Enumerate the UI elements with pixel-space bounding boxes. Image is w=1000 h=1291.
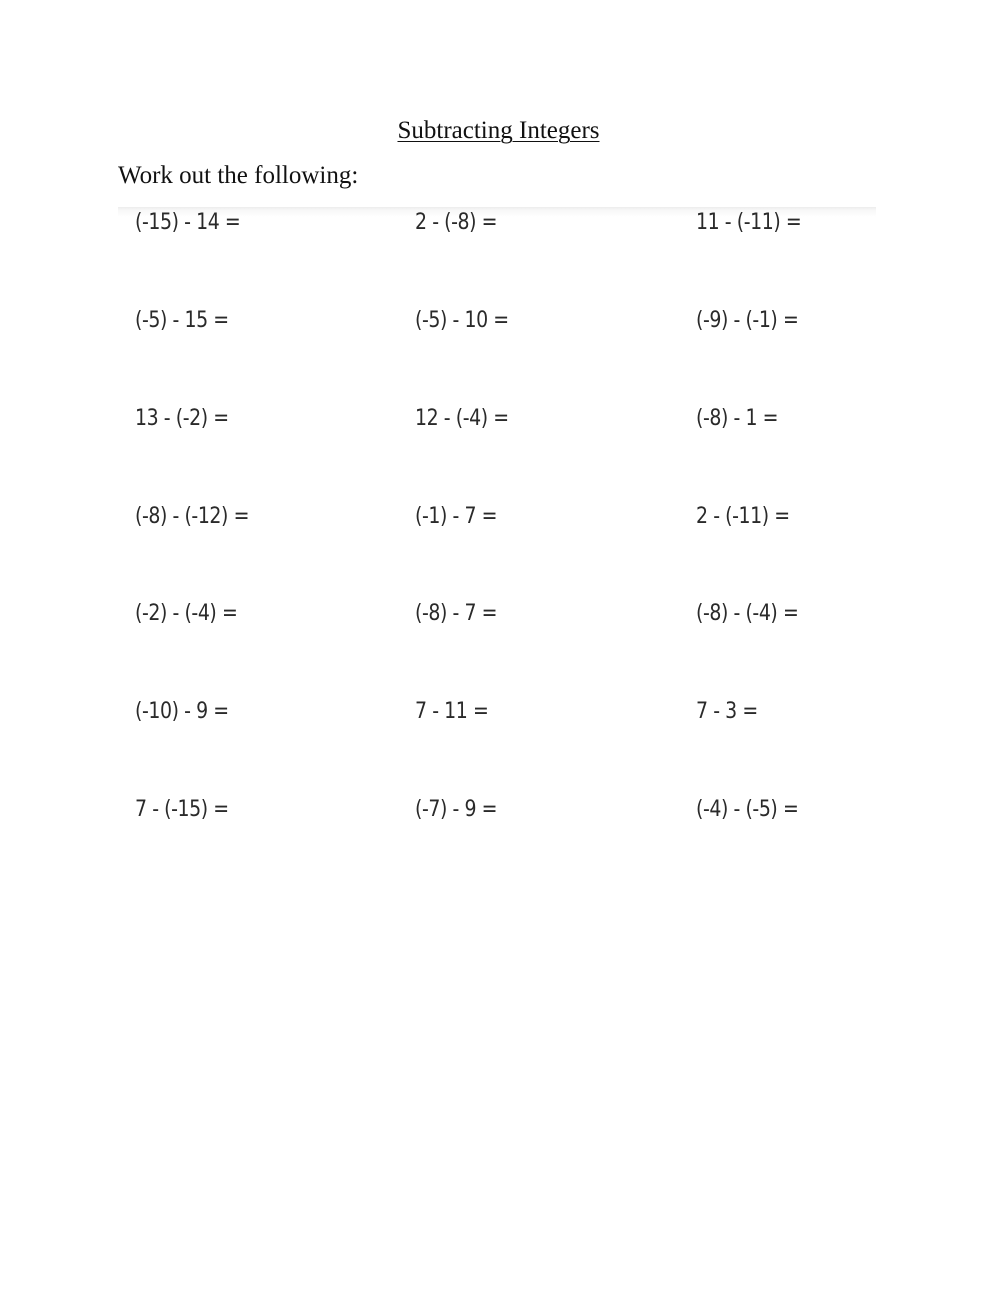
problem-r4-c3: 2 - (-11) = <box>696 504 790 529</box>
problem-r1-c2: 2 - (-8) = <box>415 210 498 235</box>
problem-r5-c1: (-2) - (-4) = <box>135 601 238 626</box>
problem-r2-c1: (-5) - 15 = <box>135 308 229 333</box>
problem-r6-c1: (-10) - 9 = <box>135 699 229 724</box>
problem-r2-c2: (-5) - 10 = <box>415 308 509 333</box>
problem-r3-c3: (-8) - 1 = <box>696 406 779 431</box>
problem-r7-c1: 7 - (-15) = <box>135 797 229 822</box>
problem-grid <box>118 207 876 847</box>
worksheet-title: Subtracting Integers <box>397 117 600 144</box>
problem-r1-c1: (-15) - 14 = <box>135 210 241 235</box>
problem-r1-c3: 11 - (-11) = <box>696 210 802 235</box>
problem-r3-c2: 12 - (-4) = <box>415 406 509 431</box>
problem-r3-c1: 13 - (-2) = <box>135 406 229 431</box>
problem-r4-c2: (-1) - 7 = <box>415 504 498 529</box>
problem-r5-c2: (-8) - 7 = <box>415 601 498 626</box>
problem-r6-c3: 7 - 3 = <box>696 699 758 724</box>
problem-r7-c2: (-7) - 9 = <box>415 797 498 822</box>
problem-r2-c3: (-9) - (-1) = <box>696 308 799 333</box>
problem-r6-c2: 7 - 11 = <box>415 699 489 724</box>
problem-r5-c3: (-8) - (-4) = <box>696 601 799 626</box>
problem-r4-c1: (-8) - (-12) = <box>135 504 250 529</box>
problem-r7-c3: (-4) - (-5) = <box>696 797 799 822</box>
instructions-text: Work out the following: <box>118 162 359 189</box>
